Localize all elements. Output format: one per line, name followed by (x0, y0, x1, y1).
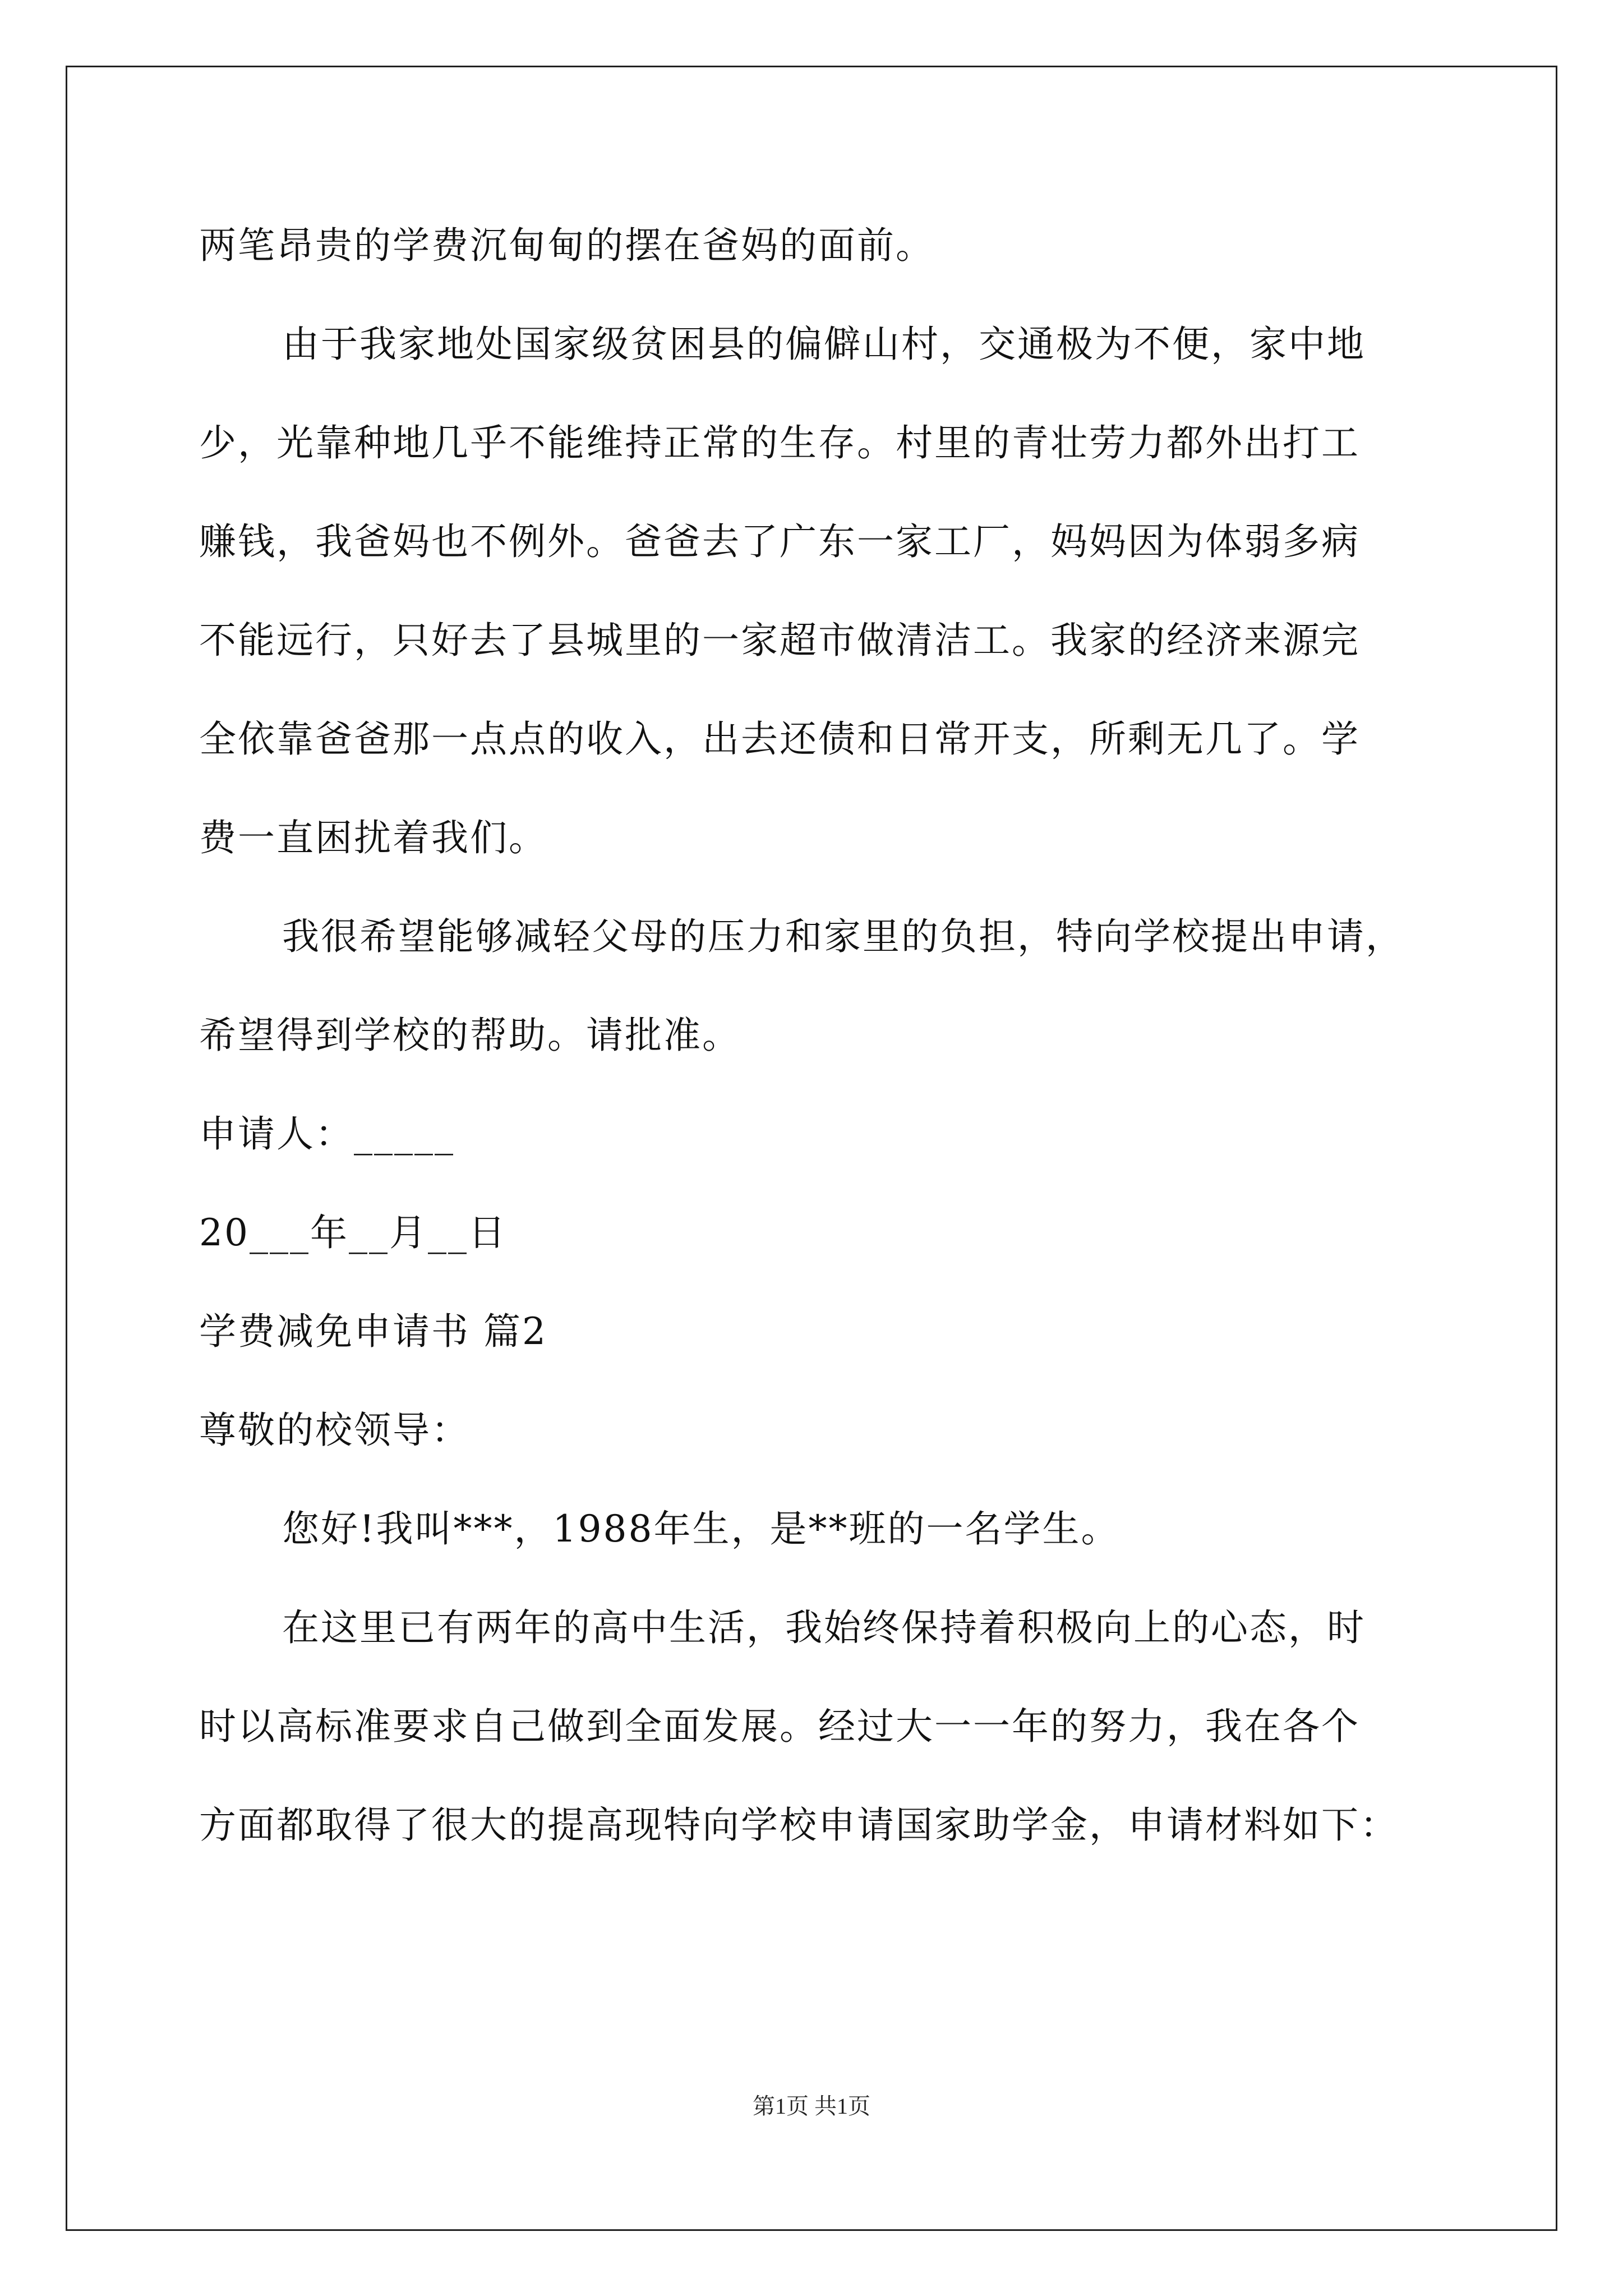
text-line-14: 您好!我叫***，1988年生，是**班的一名学生。 (282, 1507, 1120, 1550)
section-heading: 学费减免申请书 篇2 (199, 1310, 547, 1353)
text-line-4: 赚钱，我爸妈也不例外。爸爸去了广东一家工厂，妈妈因为体弱多病 (199, 520, 1360, 563)
salutation: 尊敬的校领导： (199, 1409, 470, 1452)
text-line-8: 我很希望能够减轻父母的压力和家里的负担，特向学校提出申请， (282, 915, 1404, 958)
text-line-2: 由于我家地处国家级贫困县的偏僻山村，交通极为不便，家中地 (282, 323, 1366, 366)
text-line-1: 两笔昂贵的学费沉甸甸的摆在爸妈的面前。 (199, 224, 934, 267)
text-line-16: 时以高标准要求自己做到全面发展。经过大一一年的努力，我在各个 (199, 1705, 1360, 1748)
text-line-5: 不能远行，只好去了县城里的一家超市做清洁工。我家的经济来源完 (199, 619, 1360, 662)
page-footer: 第1页 共1页 (753, 2093, 870, 2119)
text-line-3: 少，光靠种地几乎不能维持正常的生存。村里的青壮劳力都外出打工 (199, 421, 1360, 464)
text-line-7: 费一直困扰着我们。 (199, 816, 547, 859)
text-line-17: 方面都取得了很大的提高现特向学校申请国家助学金，申请材料如下： (199, 1803, 1399, 1847)
text-line-9: 希望得到学校的帮助。请批准。 (199, 1014, 741, 1057)
document-body (199, 196, 1433, 1875)
applicant-signature-line: 申请人：_____ (199, 1112, 455, 1156)
text-line-15: 在这里已有两年的高中生活，我始终保持着积极向上的心态，时 (282, 1606, 1366, 1649)
date-line: 20___年__月__日 (199, 1211, 507, 1254)
text-line-6: 全依靠爸爸那一点点的收入，出去还债和日常开支，所剩无几了。学 (199, 717, 1360, 761)
